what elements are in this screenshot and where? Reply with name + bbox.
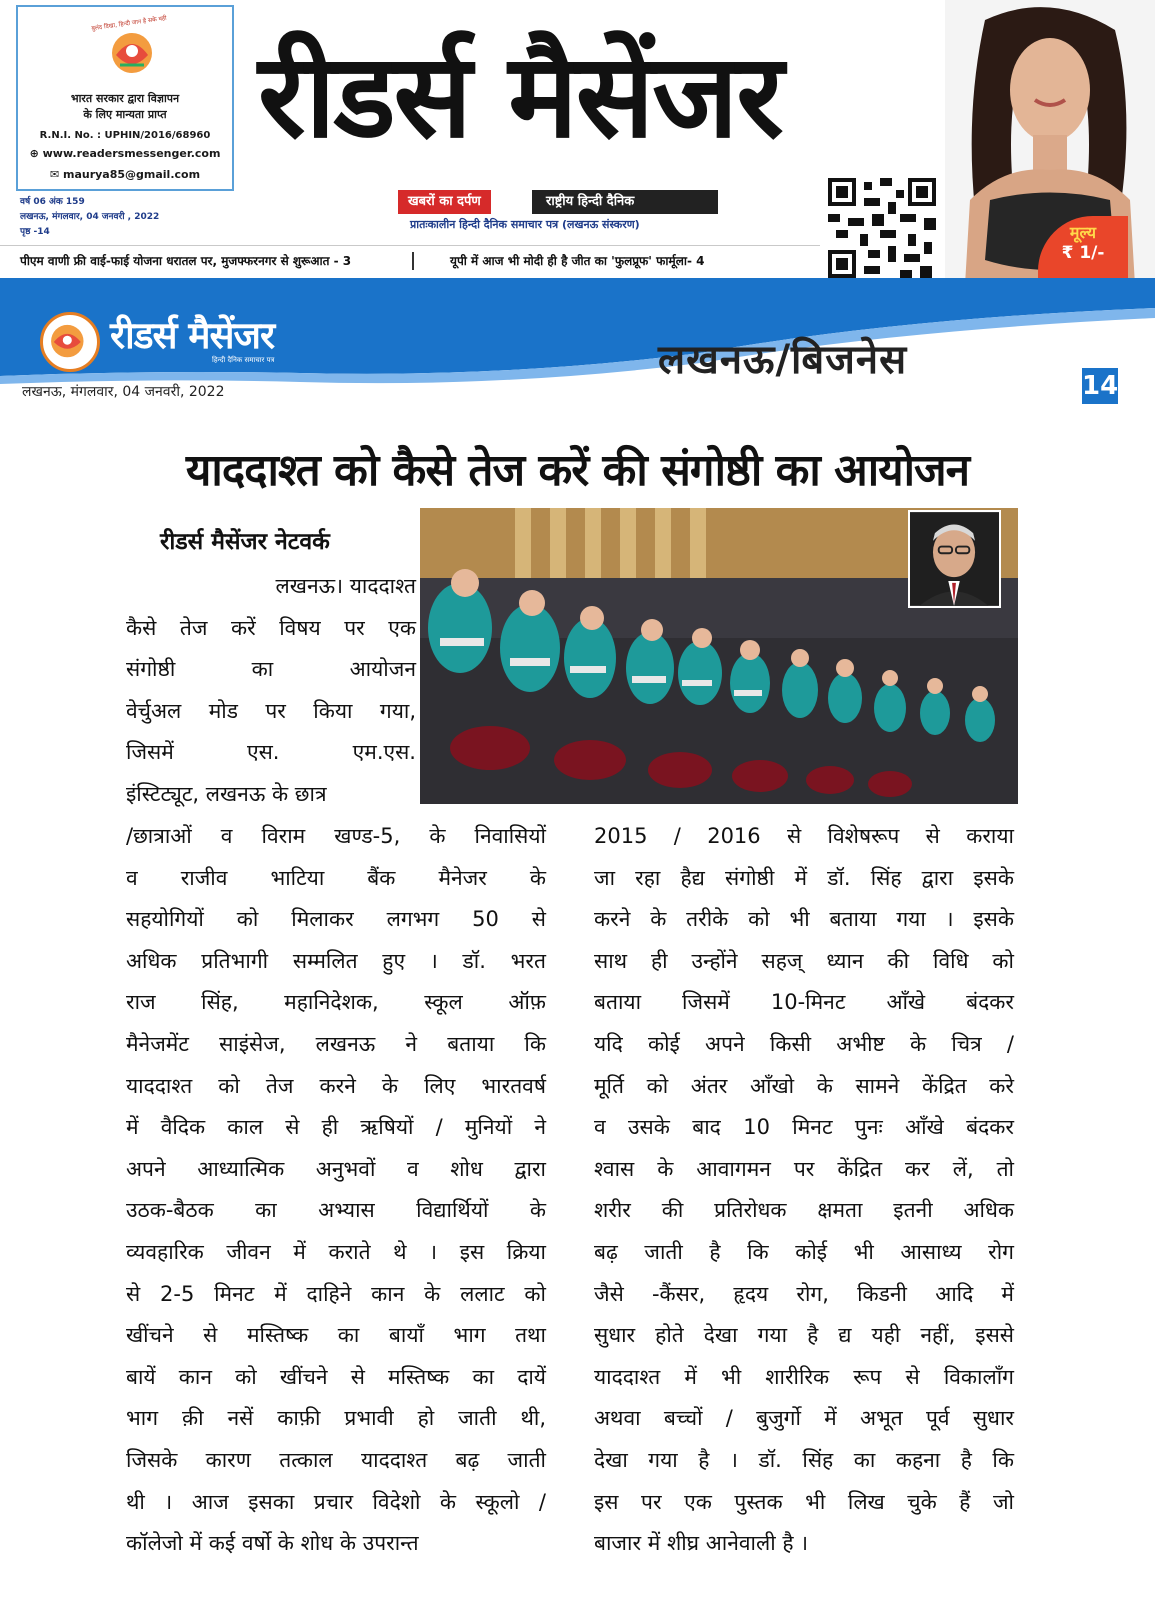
speaker-portrait — [908, 510, 1001, 608]
article-line: जिसमें एस. एम.एस. — [126, 740, 416, 765]
price-value: ₹ 1/- — [1061, 243, 1105, 263]
article-line: से 2-5 मिनट में दाहिने कान के ललाट को — [126, 1281, 546, 1306]
article-headline: याददाश्त को कैसे तेज करें की संगोष्ठी का आयोजन — [185, 445, 970, 496]
emblem-caption: बुलंद दिखा, हिन्दी जान है सके वही — [91, 14, 168, 33]
article-line: जिसके कारण तत्काल याददाश्त बढ़ जाती — [126, 1448, 546, 1472]
section-title: लखनऊ/बिजनेस — [658, 337, 908, 383]
article-line: याददाश्त में भी शारीरिक रूप से विकालाँग — [594, 1364, 1014, 1389]
article-line: बढ़ जाती है कि कोई भी आसाध्य रोग — [594, 1240, 1014, 1264]
issue-meta — [20, 195, 159, 240]
rni-number: R.N.I. No. : UPHIN/2016/68960 — [39, 130, 211, 141]
govt-recognition-line-2: के लिए मान्यता प्राप्त — [83, 108, 167, 121]
newspaper-title: रीडर्स मैसेंजर — [258, 29, 782, 164]
qr-code-icon — [828, 178, 936, 278]
price-badge — [1038, 216, 1128, 278]
edition-subtitle: प्रातःकालीन हिन्दी दैनिक समाचार पत्र (लखनऊ संस्करण) — [410, 218, 640, 231]
envelope-icon: ✉ — [49, 168, 63, 181]
article-line: बाजार में शीघ्र आनेवाली है । — [594, 1531, 809, 1556]
issue-date: लखनऊ, मंगलवार, 04 जनवरी , 2022 — [20, 212, 160, 222]
govt-recognition-line-1: भारत सरकार द्वारा विज्ञापन — [70, 92, 180, 105]
headline-ticker — [0, 245, 820, 275]
publication-info-box — [16, 5, 234, 191]
article-line: उठक-बैठक का अभ्यास विद्यार्थियों के — [126, 1198, 546, 1223]
article-line: इस पर एक पुस्तक भी लिख चुके हैं जो — [594, 1489, 1014, 1514]
article-line: अथवा बच्चों / बुजुर्गो में अभूत पूर्व सुधार — [594, 1406, 1014, 1431]
banner-logo-icon — [40, 312, 100, 372]
article-line: मूर्ति को अंतर आँखो के सामने केंद्रित करे — [594, 1073, 1014, 1098]
price-label: मूल्य — [1069, 223, 1097, 242]
article-line: करने के तरीके को भी बताया गया । इसके — [594, 907, 1014, 932]
article-line: बताया जिसमें 10-मिनट आँखे बंदकर — [594, 990, 1014, 1015]
article-line: जैसे -कैंसर, हृदय रोग, किडनी आदि में — [594, 1281, 1014, 1306]
issue-page: पृष्ठ -14 — [20, 227, 50, 237]
globe-icon: ⊕ — [29, 147, 43, 160]
article-line: व्यवहारिक जीवन में कराते थे । इस क्रिया — [126, 1240, 546, 1264]
banner-logo-subtitle: हिन्दी दैनिक समाचार पत्र — [212, 356, 275, 364]
article-line: संगोष्ठी का आयोजन — [126, 657, 416, 682]
article-line: राज सिंह, महानिदेशक, स्कूल ऑफ़ — [126, 990, 546, 1015]
banner-logo-title: रीडर्स मैसेंजर — [110, 314, 275, 357]
article-line: सहयोगियों को मिलाकर लगभग 50 से — [126, 907, 546, 932]
article-line: साथ ही उन्होंने सहज् ध्यान की विधि को — [594, 948, 1014, 973]
article-line: याददाश्त को तेज करने के लिए भारतवर्ष — [126, 1073, 546, 1098]
article-byline: रीडर्स मैसेंजर नेटवर्क — [160, 529, 330, 555]
article-line: व राजीव भाटिया बैंक मैनेजर के — [126, 865, 546, 890]
article-line: में वैदिक काल से ही ऋषियों / मुनियों ने — [126, 1115, 546, 1140]
article-line: 2015 / 2016 से विशेषरूप से कराया — [594, 824, 1014, 848]
article-line: /छात्राओं व विराम खण्ड-5, के निवासियों — [126, 824, 546, 848]
masthead — [0, 0, 1155, 285]
article-line: जा रहा हैद्य संगोष्ठी में डॉ. सिंह द्वारा इसके — [594, 865, 1014, 890]
article-line: यदि कोई अपने किसी अभीष्ट के चित्र / — [594, 1032, 1014, 1056]
article-line: अपने आध्यात्मिक अनुभवों व शोध द्वारा — [126, 1156, 546, 1181]
ticker-divider — [412, 252, 414, 270]
article-line: थी । आज इसका प्रचार विदेशो के स्कूलो / — [126, 1489, 546, 1514]
article-line: शरीर की प्रतिरोधक क्षमता इतनी अधिक — [594, 1198, 1014, 1223]
article-line: भाग क़ी नसें काफ़ी प्रभावी हो जाती थी, — [126, 1406, 546, 1431]
article-line: सुधार होते देखा गया है द्य यही नहीं, इससे — [594, 1323, 1014, 1348]
email-link[interactable]: ✉ maurya85@gmail.com — [49, 168, 201, 181]
article-line: व उसके बाद 10 मिनट पुनः आँखे बंदकर — [594, 1115, 1014, 1140]
tagline-red: खबरों का दर्पण — [398, 190, 491, 214]
article-line: लखनऊ। याददाश्त — [275, 574, 416, 598]
article-line: श्वास के आवागमन पर केंद्रित कर लें, तो — [594, 1156, 1014, 1181]
article-line: वेर्चुअल मोड पर किया गया, — [126, 698, 416, 723]
article-line: अधिक प्रतिभागी सम्मलित हुए । डॉ. भरत — [126, 948, 546, 973]
issue-volume: वर्ष 06 अंक 159 — [20, 197, 85, 207]
article-line: बायें कान को खींचने से मस्तिष्क का दायें — [126, 1364, 546, 1389]
ticker-item-2[interactable]: यूपी में आज भी मोदी ही है जीत का 'फुलप्रूफ' फार्मूला- 4 — [450, 254, 705, 268]
page-number: 14 — [1082, 368, 1118, 404]
article-line: खींचने से मस्तिष्क का बायाँ भाग तथा — [126, 1323, 546, 1348]
article-line: कॉलेजो में कई वर्षो के शोध के उपरान्त — [126, 1531, 419, 1556]
website-link[interactable]: ⊕ www.readersmessenger.com — [29, 147, 221, 160]
article-line: कैसे तेज करें विषय पर एक — [126, 615, 416, 640]
article-line: मैनेजमेंट साइंसेज, लखनऊ ने बताया कि — [126, 1032, 546, 1056]
tagline-dark: राष्ट्रीय हिन्दी दैनिक — [532, 190, 718, 214]
article-line: देखा गया है । डॉ. सिंह का कहना है कि — [594, 1448, 1014, 1472]
ticker-item-1[interactable]: पीएम वाणी फ्री वाई-फाई योजना धरातल पर, मुजफ्फरनगर से शुरूआत - 3 — [20, 254, 352, 268]
article-line: इंस्टिट्यूट, लखनऊ के छात्र — [126, 782, 327, 806]
emblem-logo — [106, 25, 158, 77]
page-date: लखनऊ, मंगलवार, 04 जनवरी, 2022 — [22, 384, 225, 400]
